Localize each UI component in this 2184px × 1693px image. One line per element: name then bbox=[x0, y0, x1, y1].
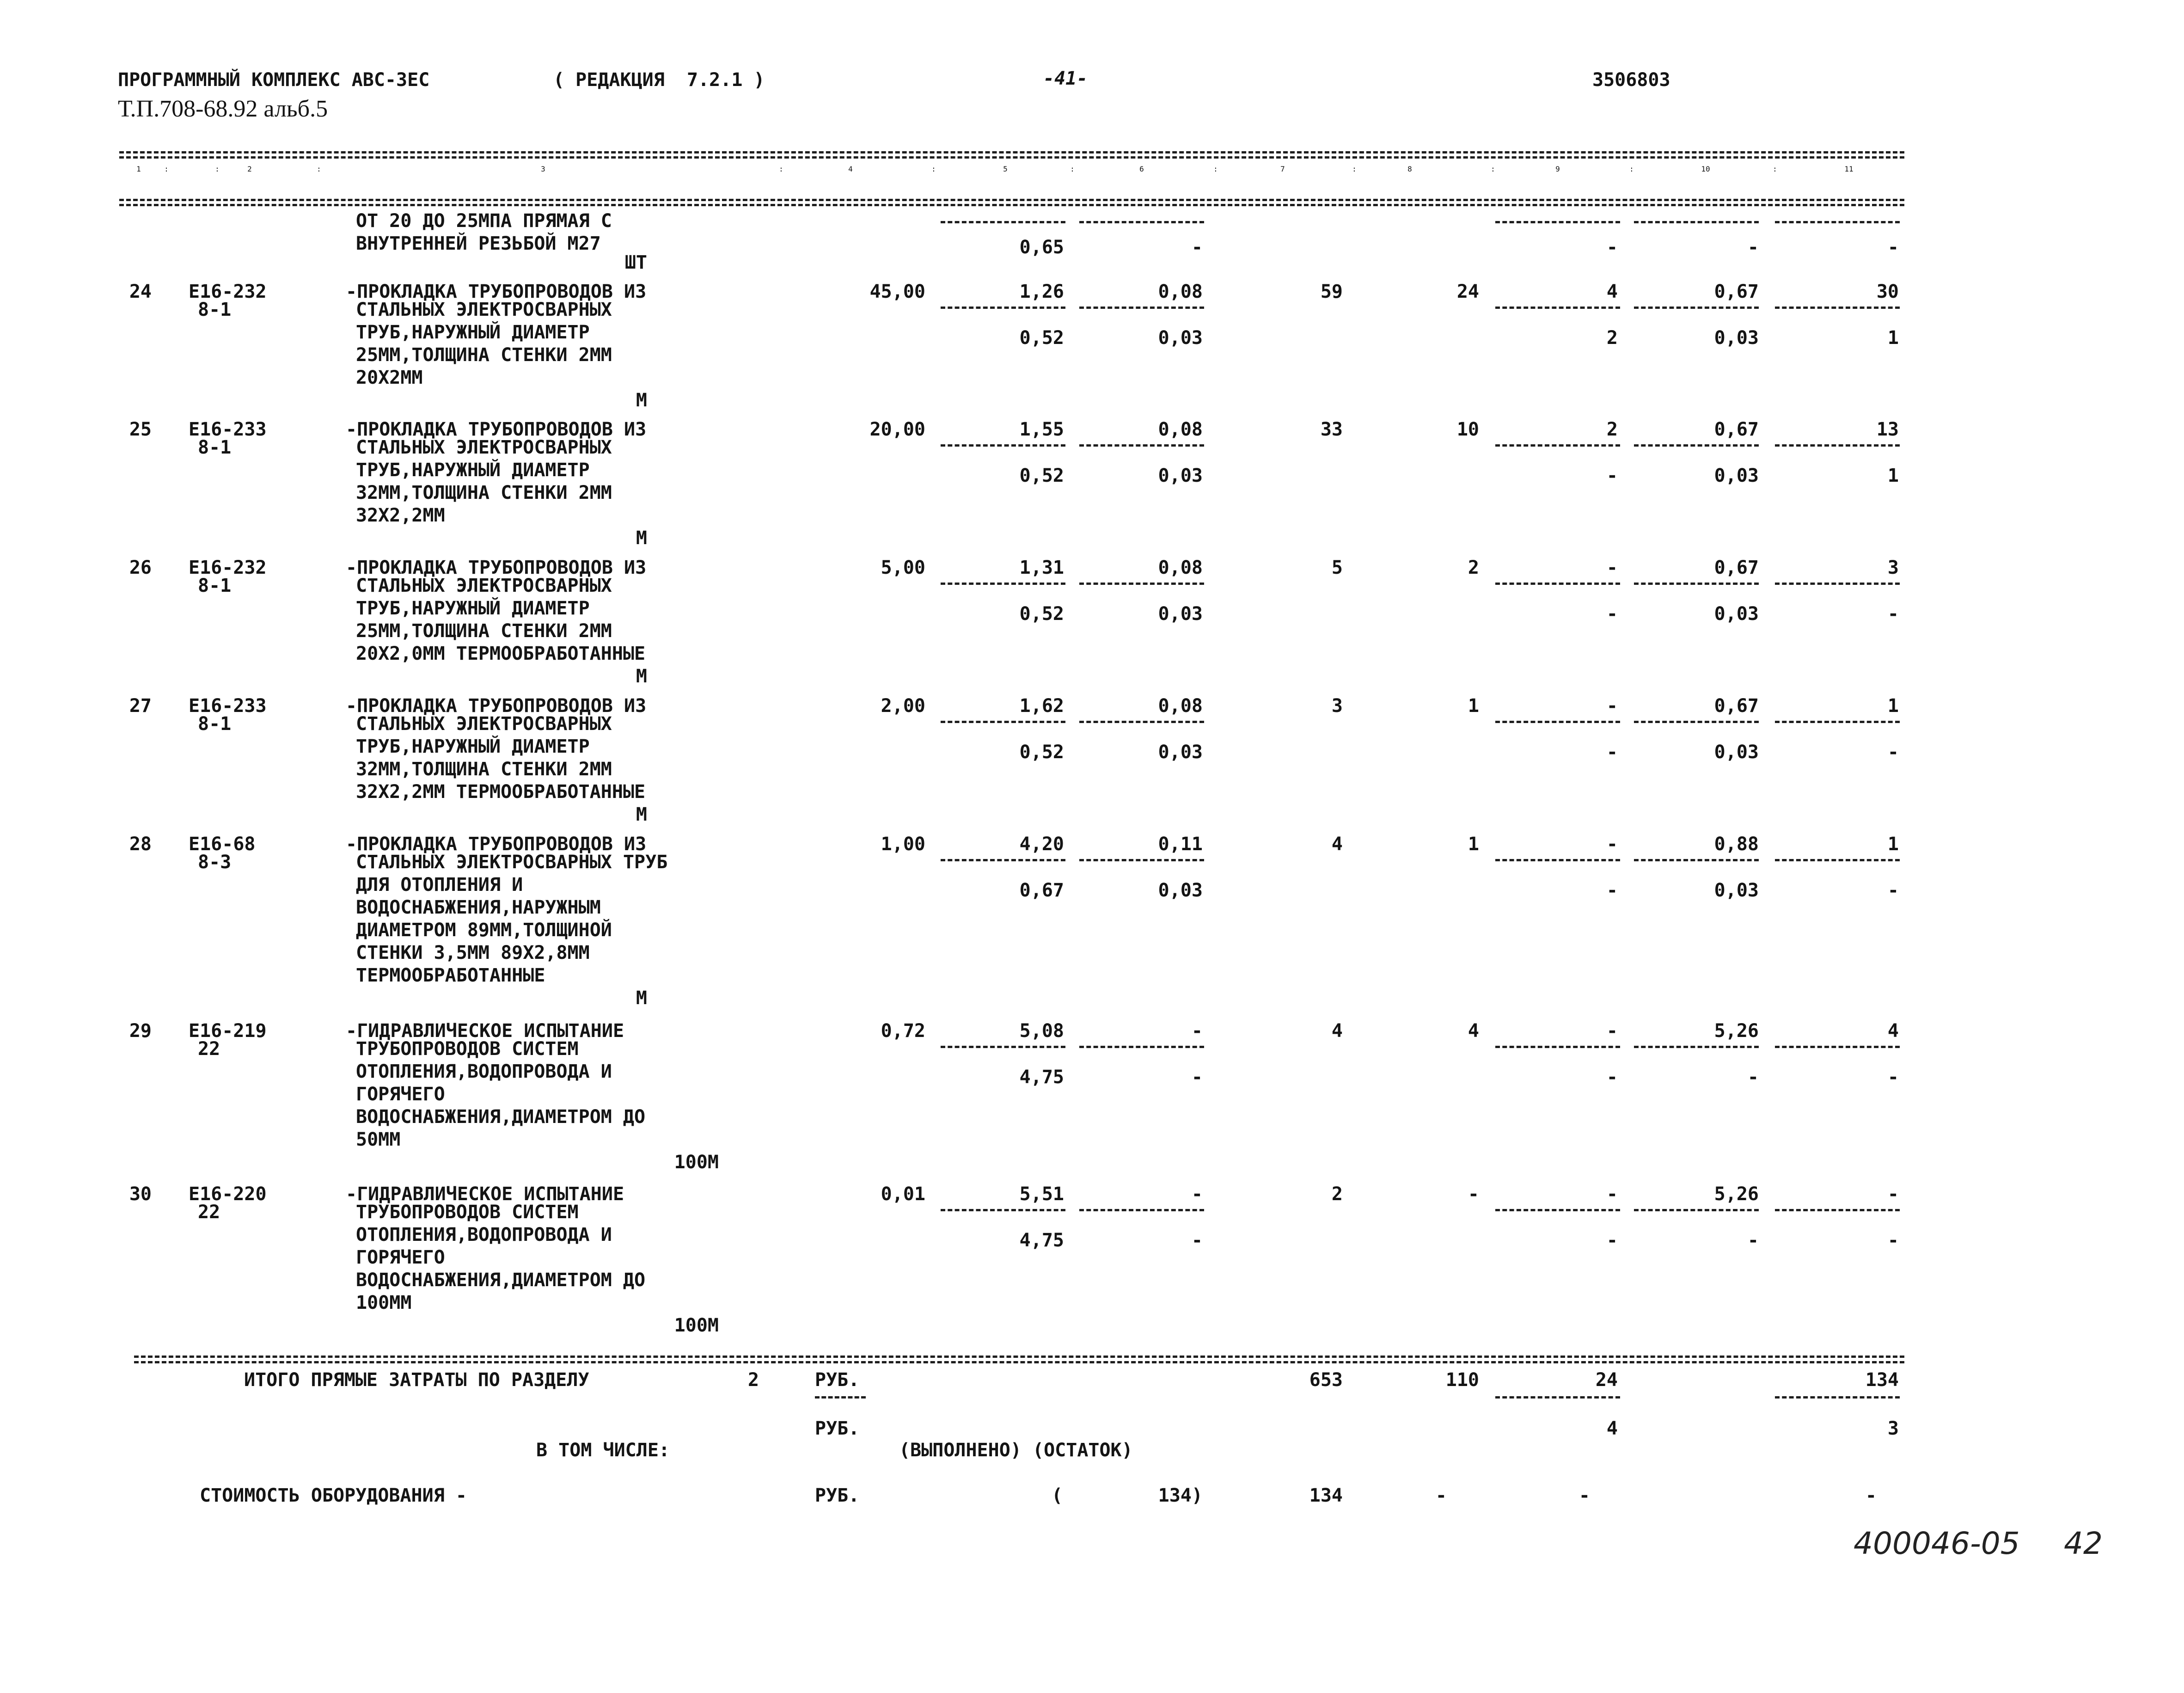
row-c6-top: 0,08 bbox=[1158, 419, 1203, 440]
row-description-line: ДИАМЕТРОМ 89ММ,ТОЛЩИНОЙ bbox=[356, 920, 612, 941]
row-description-line: 32ММ,ТОЛЩИНА СТЕНКИ 2ММ bbox=[356, 482, 612, 503]
row-c10-bottom: - bbox=[1747, 237, 1759, 258]
row-description-line: -ГИДРАВЛИЧЕСКОЕ ИСПЫТАНИЕ bbox=[346, 1184, 624, 1205]
row-unit: ШТ bbox=[624, 252, 647, 273]
row-c11-top: 4 bbox=[1887, 1020, 1899, 1042]
fraction-rule bbox=[1079, 444, 1204, 447]
totals-rule-top2 bbox=[134, 1361, 1904, 1363]
totals-currency: РУБ. bbox=[815, 1369, 860, 1391]
row-description-line: СТАЛЬНЫХ ЭЛЕКТРОСВАРНЫХ bbox=[356, 575, 612, 596]
row-c9-top: - bbox=[1606, 695, 1618, 717]
row-description-line: 32Х2,2ММ bbox=[356, 505, 445, 526]
row-c11-bottom: - bbox=[1887, 1067, 1899, 1088]
row-number: 29 bbox=[129, 1020, 152, 1042]
row-c10-top: 5,26 bbox=[1714, 1184, 1759, 1205]
row-c9-top: - bbox=[1606, 1184, 1618, 1205]
row-c5-bottom: 0,65 bbox=[1019, 237, 1064, 258]
row-c8: - bbox=[1468, 1184, 1479, 1205]
row-description-line: ВНУТРЕННЕЙ РЕЗЬБОЙ М27 bbox=[356, 233, 601, 254]
row-c8: 24 bbox=[1456, 281, 1479, 302]
row-c5-top: 1,26 bbox=[1019, 281, 1064, 302]
row-c6-top: - bbox=[1191, 1020, 1203, 1042]
equipment-c7: 134 bbox=[1309, 1485, 1343, 1506]
fraction-rule bbox=[941, 307, 1065, 309]
fraction-rule bbox=[1775, 307, 1900, 309]
fraction-rule bbox=[1634, 859, 1759, 861]
column-separator: : bbox=[931, 165, 936, 173]
fraction-rule bbox=[1775, 221, 1900, 223]
fraction-rule bbox=[941, 1046, 1065, 1048]
row-quantity: 20,00 bbox=[869, 419, 925, 440]
row-description-line: СТАЛЬНЫХ ЭЛЕКТРОСВАРНЫХ ТРУБ bbox=[356, 852, 668, 873]
row-description-line: 25ММ,ТОЛЩИНА СТЕНКИ 2ММ bbox=[356, 344, 612, 366]
header-rule-bottom bbox=[119, 199, 1904, 201]
row-c6-bottom: - bbox=[1191, 1067, 1203, 1088]
totals-currency-2: РУБ. bbox=[815, 1418, 860, 1439]
row-c6-top: 0,11 bbox=[1158, 834, 1203, 855]
column-separator: : bbox=[317, 165, 321, 173]
row-c8: 1 bbox=[1468, 834, 1479, 855]
row-c7: 4 bbox=[1331, 1020, 1343, 1042]
fraction-rule bbox=[1775, 444, 1900, 447]
row-c6-bottom: 0,03 bbox=[1158, 742, 1203, 763]
row-description-line: ВОДОСНАБЖЕНИЯ,ДИАМЕТРОМ ДО bbox=[356, 1270, 646, 1291]
row-c10-bottom: 0,03 bbox=[1714, 880, 1759, 901]
row-code-sub: 22 bbox=[198, 1202, 220, 1223]
row-code: Е16-233 bbox=[189, 419, 267, 440]
totals-section-number: 2 bbox=[748, 1369, 759, 1391]
row-c11-bottom: - bbox=[1887, 880, 1899, 901]
totals-c8: 110 bbox=[1445, 1369, 1479, 1391]
row-c7: 4 bbox=[1331, 834, 1343, 855]
equipment-currency: РУБ. bbox=[815, 1485, 860, 1506]
fraction-rule bbox=[1634, 221, 1759, 223]
row-c9-bottom: - bbox=[1606, 880, 1618, 901]
row-code-sub: 8-1 bbox=[198, 575, 232, 596]
equipment-c11: - bbox=[1865, 1485, 1877, 1506]
row-c6-bottom: 0,03 bbox=[1158, 465, 1203, 486]
column-header-4: 4 bbox=[848, 165, 853, 173]
row-c7: 33 bbox=[1320, 419, 1343, 440]
fraction-rule bbox=[1775, 583, 1900, 585]
row-c10-bottom: 0,03 bbox=[1714, 327, 1759, 349]
column-separator: : bbox=[1773, 165, 1777, 173]
row-c11-top: 1 bbox=[1887, 695, 1899, 717]
row-c11-bottom: - bbox=[1887, 1230, 1899, 1251]
row-c5-top: 4,20 bbox=[1019, 834, 1064, 855]
row-description-line: 32ММ,ТОЛЩИНА СТЕНКИ 2ММ bbox=[356, 759, 612, 780]
fraction-rule bbox=[1634, 721, 1759, 723]
done-remainder-label: (ВЫПОЛНЕНО) (ОСТАТОК) bbox=[899, 1440, 1133, 1461]
row-unit: М bbox=[636, 390, 647, 411]
fraction-rule bbox=[1775, 721, 1900, 723]
fraction-rule bbox=[1079, 859, 1204, 861]
fraction-rule bbox=[1079, 221, 1204, 223]
row-c5-bottom: 4,75 bbox=[1019, 1230, 1064, 1251]
row-c5-top: 5,08 bbox=[1019, 1020, 1064, 1042]
row-quantity: 0,72 bbox=[881, 1020, 925, 1042]
fraction-rule bbox=[1495, 1046, 1620, 1048]
row-code-sub: 8-1 bbox=[198, 713, 232, 735]
row-description-line: -ГИДРАВЛИЧЕСКОЕ ИСПЫТАНИЕ bbox=[346, 1020, 624, 1042]
row-unit: М bbox=[636, 666, 647, 687]
row-c6-bottom: 0,03 bbox=[1158, 603, 1203, 625]
row-description-line: 100ММ bbox=[356, 1292, 412, 1313]
row-description-line: ВОДОСНАБЖЕНИЯ,НАРУЖНЫМ bbox=[356, 897, 601, 918]
fraction-rule bbox=[1495, 444, 1620, 447]
row-c11-bottom: - bbox=[1887, 603, 1899, 625]
fraction-rule bbox=[941, 221, 1065, 223]
handwritten-page-number: 42 bbox=[2064, 1526, 2103, 1561]
totals-label: ИТОГО ПРЯМЫЕ ЗАТРАТЫ ПО РАЗДЕЛУ bbox=[244, 1369, 589, 1391]
row-description-line: ГОРЯЧЕГО bbox=[356, 1084, 445, 1105]
fraction-rule bbox=[1775, 1046, 1900, 1048]
fraction-rule bbox=[1079, 721, 1204, 723]
row-c9-top: - bbox=[1606, 834, 1618, 855]
row-quantity: 5,00 bbox=[881, 557, 925, 578]
row-c9-top: - bbox=[1606, 557, 1618, 578]
column-header-8: 8 bbox=[1407, 165, 1412, 173]
column-header-9: 9 bbox=[1555, 165, 1560, 173]
row-code: Е16-233 bbox=[189, 695, 267, 717]
document-subtitle: Т.П.708-68.92 альб.5 bbox=[118, 96, 328, 122]
row-c8: 10 bbox=[1456, 419, 1479, 440]
fraction-rule bbox=[941, 859, 1065, 861]
fraction-rule bbox=[1079, 583, 1204, 585]
fraction-rule bbox=[1495, 859, 1620, 861]
row-c6-top: 0,08 bbox=[1158, 695, 1203, 717]
fraction-rule bbox=[1495, 1396, 1620, 1399]
fraction-rule bbox=[1775, 1209, 1900, 1211]
fraction-rule bbox=[941, 1209, 1065, 1211]
fraction-rule bbox=[1495, 307, 1620, 309]
row-unit: 100М bbox=[674, 1152, 719, 1173]
column-header-11: 11 bbox=[1844, 165, 1854, 173]
row-c5-bottom: 0,52 bbox=[1019, 327, 1064, 349]
row-c7: 59 bbox=[1320, 281, 1343, 302]
totals-c11-bottom: 3 bbox=[1887, 1418, 1899, 1439]
row-quantity: 45,00 bbox=[869, 281, 925, 302]
row-c11-top: 3 bbox=[1887, 557, 1899, 578]
column-header-10: 10 bbox=[1701, 165, 1710, 173]
equipment-paren: ( bbox=[1052, 1485, 1063, 1506]
row-c9-top: 2 bbox=[1606, 419, 1618, 440]
row-c6-bottom: - bbox=[1191, 1230, 1203, 1251]
row-c7: 3 bbox=[1331, 695, 1343, 717]
row-c6-bottom: 0,03 bbox=[1158, 327, 1203, 349]
row-description-line: -ПРОКЛАДКА ТРУБОПРОВОДОВ ИЗ bbox=[346, 419, 647, 440]
row-c9-bottom: 2 bbox=[1606, 327, 1618, 349]
fraction-rule bbox=[1634, 1209, 1759, 1211]
column-separator: : bbox=[164, 165, 169, 173]
column-header-6: 6 bbox=[1139, 165, 1144, 173]
row-c9-top: 4 bbox=[1606, 281, 1618, 302]
row-c11-bottom: 1 bbox=[1887, 465, 1899, 486]
row-code: Е16-232 bbox=[189, 281, 267, 302]
equipment-c8: - bbox=[1435, 1485, 1447, 1506]
row-description-line: СТАЛЬНЫХ ЭЛЕКТРОСВАРНЫХ bbox=[356, 713, 612, 735]
row-description-line: -ПРОКЛАДКА ТРУБОПРОВОДОВ ИЗ bbox=[346, 834, 647, 855]
row-c9-bottom: - bbox=[1606, 1230, 1618, 1251]
row-c9-bottom: - bbox=[1606, 603, 1618, 625]
totals-c9-top: 24 bbox=[1595, 1369, 1618, 1391]
row-c9-bottom: - bbox=[1606, 465, 1618, 486]
fraction-rule bbox=[1495, 583, 1620, 585]
handwritten-code: 400046-05 bbox=[1854, 1526, 2020, 1561]
row-c10-bottom: 0,03 bbox=[1714, 465, 1759, 486]
totals-rule-top bbox=[134, 1356, 1904, 1358]
totals-c7: 653 bbox=[1309, 1369, 1343, 1391]
row-unit: М bbox=[636, 528, 647, 549]
row-c11-top: 13 bbox=[1876, 419, 1899, 440]
header-rule-top bbox=[119, 151, 1904, 153]
fraction-rule bbox=[1775, 1396, 1900, 1399]
row-unit: М bbox=[636, 988, 647, 1009]
column-header-7: 7 bbox=[1280, 165, 1285, 173]
row-code: Е16-220 bbox=[189, 1184, 267, 1205]
row-code-sub: 22 bbox=[198, 1038, 220, 1060]
column-separator: : bbox=[1070, 165, 1075, 173]
column-header-3: 3 bbox=[541, 165, 545, 173]
row-description-line: 20Х2,0ММ ТЕРМООБРАБОТАННЫЕ bbox=[356, 643, 646, 664]
row-code-sub: 8-1 bbox=[198, 437, 232, 458]
row-description-line: СТАЛЬНЫХ ЭЛЕКТРОСВАРНЫХ bbox=[356, 299, 612, 320]
row-description-line: ВОДОСНАБЖЕНИЯ,ДИАМЕТРОМ ДО bbox=[356, 1106, 646, 1128]
row-description-line: ТРУБОПРОВОДОВ СИСТЕМ bbox=[356, 1038, 579, 1060]
row-c9-bottom: - bbox=[1606, 742, 1618, 763]
row-description-line: 32Х2,2ММ ТЕРМООБРАБОТАННЫЕ bbox=[356, 781, 646, 803]
row-c5-bottom: 0,67 bbox=[1019, 880, 1064, 901]
fraction-rule bbox=[1079, 307, 1204, 309]
row-code-sub: 8-3 bbox=[198, 852, 232, 873]
row-c5-top: 1,62 bbox=[1019, 695, 1064, 717]
fraction-rule bbox=[1775, 859, 1900, 861]
edition: ( РЕДАКЦИЯ 7.2.1 ) bbox=[553, 69, 765, 91]
row-c6-bottom: 0,03 bbox=[1158, 880, 1203, 901]
row-description-line: ТРУБ,НАРУЖНЫЙ ДИАМЕТР bbox=[356, 322, 590, 343]
header-rule-top2 bbox=[119, 156, 1904, 159]
row-c10-top: 0,67 bbox=[1714, 695, 1759, 717]
row-description-line: ОТОПЛЕНИЯ,ВОДОПРОВОДА И bbox=[356, 1224, 612, 1245]
including-label: В ТОМ ЧИСЛЕ: bbox=[536, 1440, 670, 1461]
row-description-line: 50ММ bbox=[356, 1129, 401, 1150]
row-c10-top: 0,67 bbox=[1714, 419, 1759, 440]
row-unit: 100М bbox=[674, 1315, 719, 1336]
row-c8: 2 bbox=[1468, 557, 1479, 578]
column-separator: : bbox=[215, 165, 220, 173]
column-separator: : bbox=[779, 165, 783, 173]
row-quantity: 0,01 bbox=[881, 1184, 925, 1205]
row-c10-bottom: - bbox=[1747, 1230, 1759, 1251]
row-description-line: ТРУБ,НАРУЖНЫЙ ДИАМЕТР bbox=[356, 598, 590, 619]
row-number: 26 bbox=[129, 557, 152, 578]
row-c5-top: 1,55 bbox=[1019, 419, 1064, 440]
column-separator: : bbox=[1491, 165, 1495, 173]
row-description-line: ОТ 20 ДО 25МПА ПРЯМАЯ С bbox=[356, 210, 612, 232]
row-c5-bottom: 4,75 bbox=[1019, 1067, 1064, 1088]
equipment-remainder: 134) bbox=[1158, 1485, 1203, 1506]
row-code: Е16-68 bbox=[189, 834, 256, 855]
row-c10-top: 0,88 bbox=[1714, 834, 1759, 855]
row-c10-bottom: 0,03 bbox=[1714, 603, 1759, 625]
row-description-line: ТРУБОПРОВОДОВ СИСТЕМ bbox=[356, 1202, 579, 1223]
column-separator: : bbox=[1352, 165, 1357, 173]
program-name: ПРОГРАММНЫЙ КОМПЛЕКС АВС-ЗЕС bbox=[118, 69, 430, 91]
row-c6-top: 0,08 bbox=[1158, 281, 1203, 302]
totals-c9-bottom: 4 bbox=[1606, 1418, 1618, 1439]
row-description-line: СТАЛЬНЫХ ЭЛЕКТРОСВАРНЫХ bbox=[356, 437, 612, 458]
row-number: 27 bbox=[129, 695, 152, 717]
row-c6-bottom: - bbox=[1191, 237, 1203, 258]
currency-underline bbox=[815, 1396, 866, 1399]
header-rule-bottom2 bbox=[119, 204, 1904, 206]
row-quantity: 1,00 bbox=[881, 834, 925, 855]
row-description-line: -ПРОКЛАДКА ТРУБОПРОВОДОВ ИЗ bbox=[346, 695, 647, 717]
fraction-rule bbox=[1495, 721, 1620, 723]
fraction-rule bbox=[941, 444, 1065, 447]
row-description-line: ОТОПЛЕНИЯ,ВОДОПРОВОДА И bbox=[356, 1061, 612, 1082]
row-number: 25 bbox=[129, 419, 152, 440]
row-c5-bottom: 0,52 bbox=[1019, 465, 1064, 486]
row-description-line: ТРУБ,НАРУЖНЫЙ ДИАМЕТР bbox=[356, 736, 590, 757]
fraction-rule bbox=[941, 583, 1065, 585]
row-description-line: ГОРЯЧЕГО bbox=[356, 1247, 445, 1268]
column-separator: : bbox=[1629, 165, 1634, 173]
page-mark: -41- bbox=[1043, 68, 1088, 89]
row-c9-top: - bbox=[1606, 1020, 1618, 1042]
row-c6-top: 0,08 bbox=[1158, 557, 1203, 578]
row-number: 30 bbox=[129, 1184, 152, 1205]
row-description-line: -ПРОКЛАДКА ТРУБОПРОВОДОВ ИЗ bbox=[346, 281, 647, 302]
fraction-rule bbox=[1634, 444, 1759, 447]
row-c5-top: 5,51 bbox=[1019, 1184, 1064, 1205]
fraction-rule bbox=[1079, 1209, 1204, 1211]
row-c11-top: 30 bbox=[1876, 281, 1899, 302]
equipment-c9: - bbox=[1578, 1485, 1590, 1506]
row-code: Е16-219 bbox=[189, 1020, 267, 1042]
row-c11-top: - bbox=[1887, 1184, 1899, 1205]
row-c11-bottom: - bbox=[1887, 237, 1899, 258]
row-quantity: 2,00 bbox=[881, 695, 925, 717]
row-c11-bottom: 1 bbox=[1887, 327, 1899, 349]
fraction-rule bbox=[1634, 583, 1759, 585]
row-c9-bottom: - bbox=[1606, 1067, 1618, 1088]
row-code: Е16-232 bbox=[189, 557, 267, 578]
column-header-5: 5 bbox=[1003, 165, 1008, 173]
row-c7: 2 bbox=[1331, 1184, 1343, 1205]
fraction-rule bbox=[941, 721, 1065, 723]
row-c10-top: 0,67 bbox=[1714, 557, 1759, 578]
row-c5-bottom: 0,52 bbox=[1019, 742, 1064, 763]
row-description-line: ТРУБ,НАРУЖНЫЙ ДИАМЕТР bbox=[356, 460, 590, 481]
equipment-cost-label: СТОИМОСТЬ ОБОРУДОВАНИЯ - bbox=[200, 1485, 467, 1506]
row-description-line: ТЕРМООБРАБОТАННЫЕ bbox=[356, 965, 545, 986]
row-c10-top: 0,67 bbox=[1714, 281, 1759, 302]
row-description-line: 20Х2ММ bbox=[356, 367, 423, 388]
row-description-line: СТЕНКИ 3,5ММ 89Х2,8ММ bbox=[356, 942, 590, 963]
row-number: 24 bbox=[129, 281, 152, 302]
row-number: 28 bbox=[129, 834, 152, 855]
row-code-sub: 8-1 bbox=[198, 299, 232, 320]
fraction-rule bbox=[1495, 221, 1620, 223]
row-c9-bottom: - bbox=[1606, 237, 1618, 258]
totals-c11-top: 134 bbox=[1865, 1369, 1899, 1391]
row-c6-top: - bbox=[1191, 1184, 1203, 1205]
fraction-rule bbox=[1495, 1209, 1620, 1211]
column-separator: : bbox=[1213, 165, 1218, 173]
row-c5-top: 1,31 bbox=[1019, 557, 1064, 578]
row-c10-top: 5,26 bbox=[1714, 1020, 1759, 1042]
row-c8: 4 bbox=[1468, 1020, 1479, 1042]
row-unit: М bbox=[636, 804, 647, 825]
row-description-line: 25ММ,ТОЛЩИНА СТЕНКИ 2ММ bbox=[356, 620, 612, 642]
row-c5-bottom: 0,52 bbox=[1019, 603, 1064, 625]
row-c10-bottom: - bbox=[1747, 1067, 1759, 1088]
row-c10-bottom: 0,03 bbox=[1714, 742, 1759, 763]
column-header-2: 2 bbox=[247, 165, 252, 173]
row-c8: 1 bbox=[1468, 695, 1479, 717]
row-c11-top: 1 bbox=[1887, 834, 1899, 855]
fraction-rule bbox=[1634, 1046, 1759, 1048]
row-c11-bottom: - bbox=[1887, 742, 1899, 763]
column-header-1: 1 bbox=[136, 165, 141, 173]
fraction-rule bbox=[1079, 1046, 1204, 1048]
row-description-line: -ПРОКЛАДКА ТРУБОПРОВОДОВ ИЗ bbox=[346, 557, 647, 578]
row-c7: 5 bbox=[1331, 557, 1343, 578]
document-number: 3506803 bbox=[1592, 69, 1670, 91]
fraction-rule bbox=[1634, 307, 1759, 309]
row-description-line: ДЛЯ ОТОПЛЕНИЯ И bbox=[356, 874, 523, 896]
